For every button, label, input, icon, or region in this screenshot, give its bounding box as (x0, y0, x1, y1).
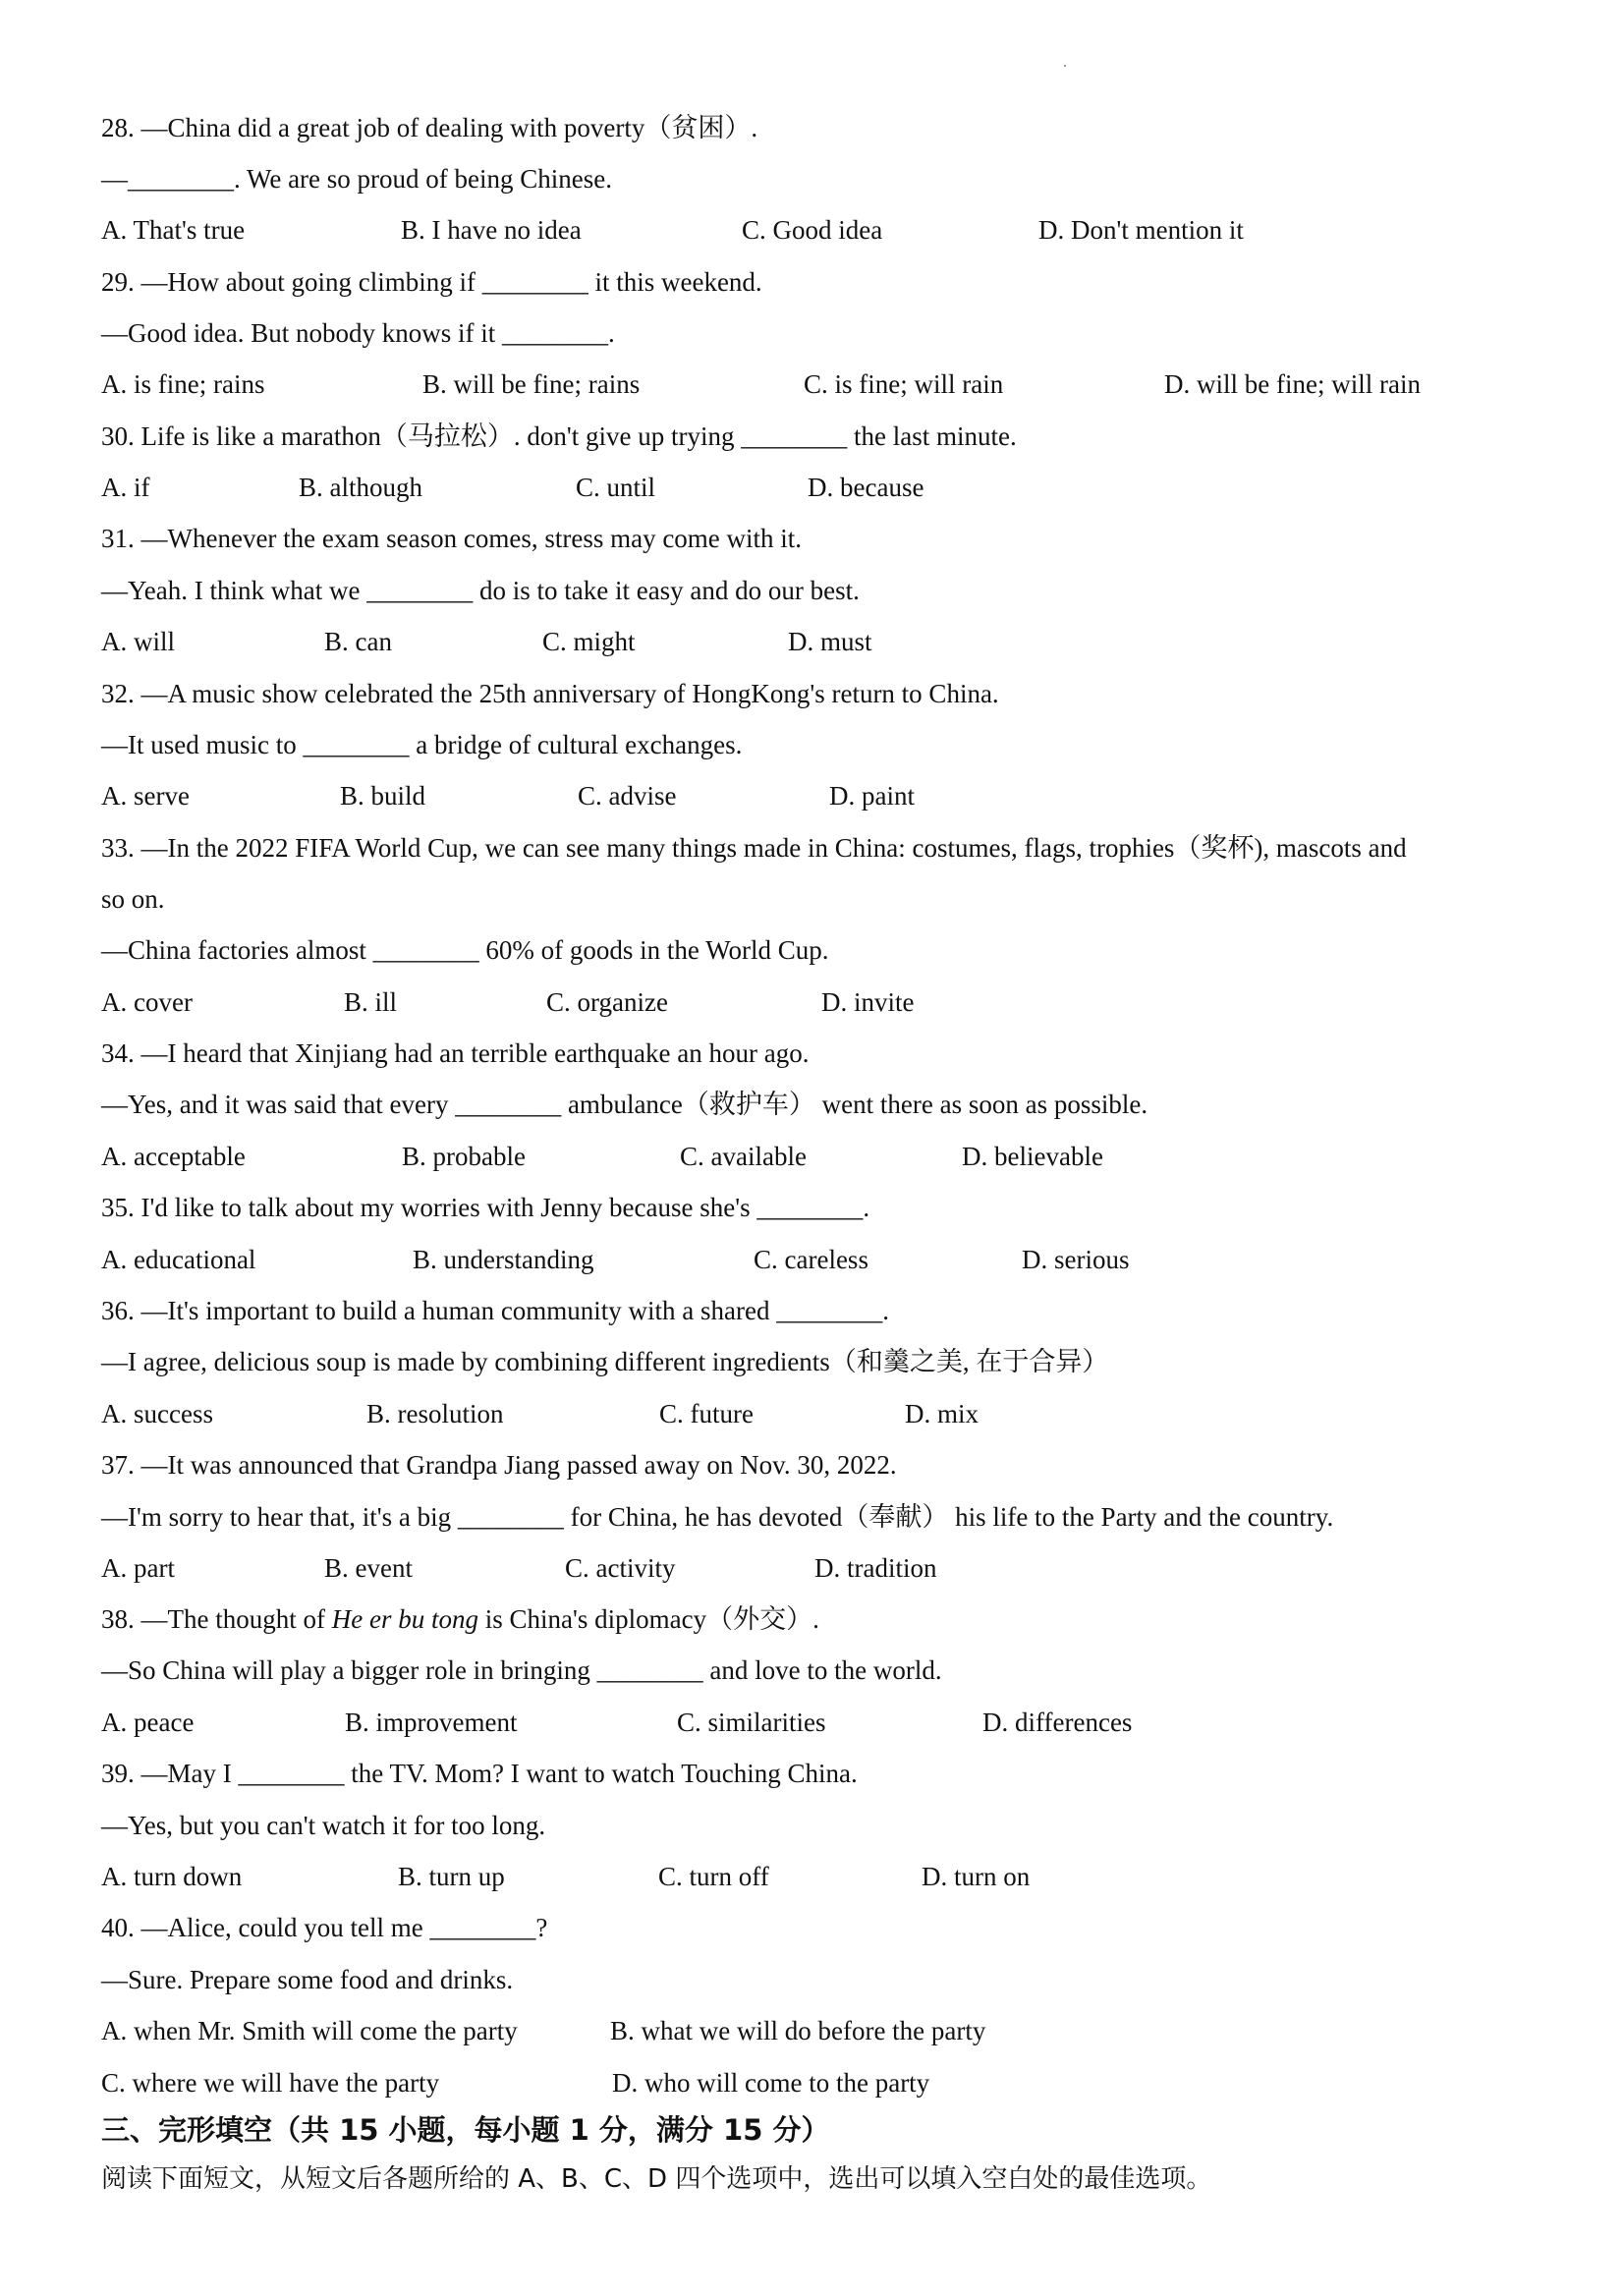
q31-option-d: D. must (788, 627, 872, 656)
q38-stem-start: 38. —The thought of (101, 1604, 332, 1634)
q29-option-d: D. will be fine; will rain (1164, 369, 1421, 399)
q40-option-b: B. what we will do before the party (610, 2016, 986, 2045)
q35-option-c: C. careless (754, 1245, 868, 1274)
q38-reply: —So China will play a bigger role in bringing ________ and love to the world. (101, 1655, 942, 1685)
q38-option-a: A. peace (101, 1708, 195, 1737)
q34-option-d: D. believable (962, 1142, 1103, 1171)
q36-reply: —I agree, delicious soup is made by combining different ingredients（和羹之美, 在于合异） (101, 1347, 1109, 1376)
q39-option-d: D. turn on (922, 1862, 1031, 1891)
scan-speck (1064, 65, 1066, 67)
q32-reply: —It used music to ________ a bridge of cultural exchanges. (101, 730, 743, 759)
q31-option-c: C. might (542, 627, 636, 656)
q38-stem (101, 1601, 819, 1637)
q29-option-b: B. will be fine; rains (422, 369, 641, 399)
q33-stem-continued: so on. (101, 884, 165, 914)
q34-option-b: B. probable (402, 1142, 526, 1171)
q39-option-c: C. turn off (658, 1862, 769, 1891)
q37-option-a: A. part (101, 1553, 175, 1583)
q34-option-a: A. acceptable (101, 1142, 246, 1171)
q40-stem: 40. —Alice, could you tell me ________? (101, 1913, 548, 1942)
q34-stem: 34. —I heard that Xinjiang had an terrible earthquake an hour ago. (101, 1038, 810, 1068)
q35-option-d: D. serious (1022, 1245, 1130, 1274)
q33-option-a: A. cover (101, 987, 193, 1017)
q34-reply: —Yes, and it was said that every ________ ambulance（救护车） went there as soon as possible. (101, 1090, 1148, 1119)
q29-option-a: A. is fine; rains (101, 369, 265, 399)
q32-option-c: C. advise (578, 781, 677, 811)
q36-option-b: B. resolution (366, 1399, 504, 1428)
q34-option-c: C. available (680, 1142, 807, 1171)
q36-option-c: C. future (659, 1399, 754, 1428)
q33-option-c: C. organize (546, 987, 668, 1017)
section-heading: 三、完形填空（共 15 小题，每小题 1 分，满分 15 分） (101, 2113, 830, 2147)
q37-option-b: B. event (324, 1553, 413, 1583)
q35-option-b: B. understanding (413, 1245, 594, 1274)
q38-option-c: C. similarities (677, 1708, 826, 1737)
q29-reply: —Good idea. But nobody knows if it ________. (101, 318, 615, 348)
q32-option-b: B. build (340, 781, 426, 811)
q28-option-a: A. That's true (101, 215, 246, 245)
q28-option-c: C. Good idea (742, 215, 883, 245)
q37-option-d: D. tradition (814, 1553, 937, 1583)
q40-option-d: D. who will come to the party (612, 2068, 930, 2098)
q29-stem: 29. —How about going climbing if ________ it this weekend. (101, 267, 762, 297)
q40-reply: —Sure. Prepare some food and drinks. (101, 1965, 514, 1994)
q30-option-b: B. although (299, 473, 422, 502)
q32-option-a: A. serve (101, 781, 190, 811)
q30-option-d: D. because (808, 473, 924, 502)
q31-stem: 31. —Whenever the exam season comes, stress may come with it. (101, 524, 803, 553)
q35-option-a: A. educational (101, 1245, 256, 1274)
q37-option-c: C. activity (565, 1553, 676, 1583)
q28-option-d: D. Don't mention it (1038, 215, 1244, 245)
q38-option-d: D. differences (982, 1708, 1133, 1737)
q39-option-a: A. turn down (101, 1862, 243, 1891)
q37-reply: —I'm sorry to hear that, it's a big ________ for China, he has devoted（奉献） his life to the Party and the country. (101, 1502, 1334, 1532)
q31-reply: —Yeah. I think what we ________ do is to take it easy and do our best. (101, 576, 860, 605)
q36-option-a: A. success (101, 1399, 213, 1428)
q35-stem: 35. I'd like to talk about my worries with Jenny because she's ________. (101, 1193, 870, 1222)
q30-option-a: A. if (101, 473, 150, 502)
section-instruction: 阅读下面短文，从短文后各题所给的 A、B、C、D 四个选项中，选出可以填入空白处的最佳选项。 (101, 2164, 1212, 2194)
q38-stem-italic: He er bu tong (331, 1604, 478, 1634)
q33-option-d: D. invite (821, 987, 915, 1017)
q30-option-c: C. until (576, 473, 656, 502)
q28-stem: 28. —China did a great job of dealing with poverty（贫困）. (101, 113, 758, 142)
q38-option-b: B. improvement (345, 1708, 518, 1737)
q36-stem: 36. —It's important to build a human community with a shared ________. (101, 1296, 890, 1325)
q31-option-a: A. will (101, 627, 176, 656)
q28-option-b: B. I have no idea (401, 215, 582, 245)
q29-option-c: C. is fine; will rain (804, 369, 1004, 399)
q33-reply: —China factories almost ________ 60% of goods in the World Cup. (101, 935, 829, 965)
q36-option-d: D. mix (905, 1399, 979, 1428)
q39-stem: 39. —May I ________ the TV. Mom? I want to watch Touching China. (101, 1759, 858, 1788)
q28-reply: —________. We are so proud of being Chinese. (101, 164, 612, 194)
q33-option-b: B. ill (344, 987, 398, 1017)
q30-stem: 30. Life is like a marathon（马拉松）. don't give up trying ________ the last minute. (101, 421, 1017, 451)
q33-stem: 33. —In the 2022 FIFA World Cup, we can see many things made in China: costumes, flags, trophies（奖杯), mascots and (101, 833, 1407, 863)
q39-reply: —Yes, but you can't watch it for too long. (101, 1811, 546, 1840)
q40-option-c: C. where we will have the party (101, 2068, 440, 2098)
q31-option-b: B. can (324, 627, 392, 656)
q37-stem: 37. —It was announced that Grandpa Jiang passed away on Nov. 30, 2022. (101, 1450, 897, 1480)
q32-stem: 32. —A music show celebrated the 25th anniversary of HongKong's return to China. (101, 679, 999, 708)
q38-stem-end: is China's diplomacy（外交）. (477, 1604, 819, 1634)
q40-option-a: A. when Mr. Smith will come the party (101, 2016, 518, 2045)
q39-option-b: B. turn up (398, 1862, 505, 1891)
q32-option-d: D. paint (829, 781, 915, 811)
